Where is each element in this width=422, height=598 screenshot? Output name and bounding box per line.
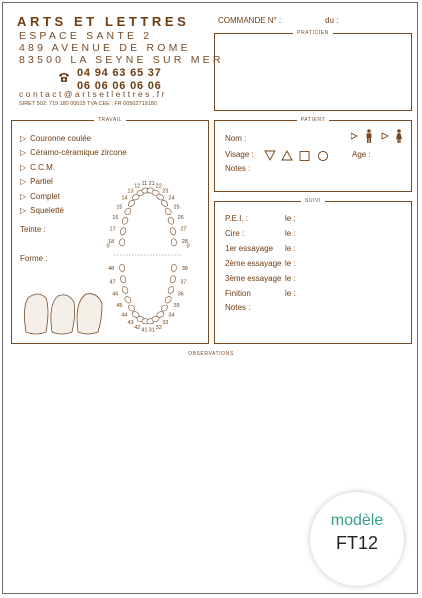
suivi-date-pei: le : (285, 214, 296, 223)
tooth-number-label: 48 (108, 266, 115, 273)
tooth-28[interactable] (171, 239, 177, 247)
tooth-number-label: 11 (141, 181, 148, 188)
praticien-title: PRATICIEN (293, 30, 333, 36)
tooth-27[interactable] (169, 227, 176, 235)
face-square-icon (300, 152, 309, 161)
tooth-number-label: 43 (127, 319, 134, 326)
tooth-number-label: 38 (181, 266, 188, 273)
company-siret: SIRET 502: 719 180 00015 TVA CEE : FR 00502719180 (19, 101, 157, 107)
tooth-number-label: 0 (186, 243, 190, 250)
checkbox-triangle-icon: ▷ (20, 177, 27, 186)
tooth-number-label: 31 (148, 327, 155, 334)
tooth-26[interactable] (167, 216, 175, 225)
tooth-46[interactable] (121, 286, 129, 295)
suivi-date-essayage3: le : (285, 274, 296, 283)
work-option-label: Partiel (30, 177, 53, 186)
tooth-number-label: 23 (162, 188, 169, 195)
tooth-number-label: 14 (121, 195, 128, 202)
tooth-15[interactable] (124, 207, 133, 216)
checkbox-triangle-icon: ▷ (20, 134, 27, 143)
tooth-number-label: 24 (168, 195, 175, 202)
work-option-complet[interactable] (20, 192, 60, 201)
model-code: FT12 (335, 533, 378, 553)
tooth-number-label: 32 (155, 324, 162, 331)
suivi-notes-label: Notes : (225, 303, 251, 312)
tooth-37[interactable] (169, 275, 176, 283)
work-option-label: Céramo-céramique zircone (30, 148, 127, 157)
commande-label: COMMANDE N° : (218, 16, 282, 25)
tooth-38[interactable] (171, 264, 177, 272)
suivi-title: SUIVI (301, 198, 325, 204)
phone-number-1: 04 94 63 65 37 (77, 67, 162, 79)
suivi-label-cire: Cire : (225, 229, 245, 238)
tooth-number-label: 12 (134, 183, 141, 190)
tooth-number-label: 16 (112, 214, 119, 221)
tooth-45[interactable] (124, 295, 133, 304)
dental-chart-svg[interactable] (100, 176, 196, 338)
tooth-47[interactable] (120, 275, 127, 283)
travail-title: TRAVAIL (94, 117, 126, 123)
tooth-number-label: 35 (173, 302, 180, 309)
tooth-number-label: 17 (109, 226, 116, 233)
model-badge (309, 491, 405, 587)
tooth-number-label: 33 (162, 319, 169, 326)
tooth-number-label: 21 (148, 181, 155, 188)
tooth-35[interactable] (164, 295, 173, 304)
observations-title: OBSERVATIONS (188, 351, 234, 357)
suivi-date-finition: le : (285, 289, 296, 298)
tooth-36[interactable] (167, 286, 175, 295)
female-person-icon (396, 129, 402, 143)
gender-selector (351, 129, 411, 143)
face-triangle-icon (282, 151, 292, 160)
patient-age-label: Age : (352, 150, 371, 159)
tooth-number-label: 18 (108, 239, 115, 246)
work-option-ccm[interactable] (20, 163, 55, 172)
tooth-16[interactable] (121, 216, 129, 225)
tooth-shapes-illustration (20, 288, 108, 338)
work-option-partiel[interactable] (20, 177, 53, 186)
tooth-number-label: 46 (112, 291, 119, 298)
work-option-label: Complet (30, 192, 60, 201)
tooth-number-label: 44 (121, 312, 128, 319)
work-option-label: Squeletté (30, 206, 64, 215)
tooth-48[interactable] (119, 264, 125, 272)
tooth-number-label: 0 (106, 243, 110, 250)
tooth-number-label: 42 (134, 324, 141, 331)
order-date-label: du : (325, 16, 339, 25)
company-address-line2: 489 AVENUE DE ROME (19, 42, 191, 54)
work-option-couronne[interactable] (20, 134, 91, 143)
tooth-number-label: 36 (177, 291, 184, 298)
work-option-label: Couronne coulée (30, 134, 92, 143)
suivi-label-essayage3: 3ème essayage (225, 274, 282, 283)
company-name: ARTS ET LETTRES (17, 14, 190, 29)
work-option-squelette[interactable] (20, 206, 64, 215)
forme-label: Forme : (20, 254, 48, 263)
tooth-25[interactable] (164, 207, 173, 216)
tooth-number-label: 41 (141, 327, 148, 334)
company-address-line1: ESPACE SANTE 2 (19, 30, 153, 42)
patient-notes-label: Notes : (225, 164, 251, 173)
tooth-number-label: 15 (116, 204, 123, 211)
face-circle-icon (318, 151, 327, 160)
model-label: modèle (330, 512, 384, 529)
patient-visage-label: Visage : (225, 150, 254, 159)
tooth-number-label: 22 (155, 183, 162, 190)
tooth-number-label: 34 (168, 312, 175, 319)
tooth-number-label: 37 (180, 279, 187, 286)
company-email[interactable]: contact@artsetlettres.fr (19, 89, 167, 99)
female-checkbox-icon (382, 133, 388, 139)
male-checkbox-icon (351, 133, 357, 139)
tooth-number-label: 26 (177, 214, 184, 221)
checkbox-triangle-icon: ▷ (20, 148, 27, 157)
suivi-date-essayage2: le : (285, 259, 296, 268)
tooth-number-label: 28 (181, 239, 188, 246)
tooth-number-label: 47 (109, 279, 116, 286)
checkbox-triangle-icon: ▷ (20, 163, 27, 172)
suivi-label-finition: Finition (225, 289, 251, 298)
suivi-label-essayage2: 2ème essayage (225, 259, 282, 268)
suivi-date-cire: le : (285, 229, 296, 238)
tooth-34[interactable] (160, 304, 169, 313)
tooth-number-label: 45 (116, 302, 123, 309)
face-inverted-triangle-icon (265, 151, 275, 160)
face-shape-selector[interactable] (264, 149, 334, 161)
suivi-date-essayage1: le : (285, 244, 296, 253)
work-option-label: C.C.M. (30, 163, 56, 172)
suivi-label-essayage1: 1er essayage (225, 244, 274, 253)
tooth-number-label: 13 (127, 188, 134, 195)
checkbox-triangle-icon: ▷ (20, 192, 27, 201)
checkbox-triangle-icon: ▷ (20, 206, 27, 215)
tooth-number-label: 25 (173, 204, 180, 211)
company-address-line3: 83500 LA SEYNE SUR MER (19, 54, 224, 66)
phone-icon (58, 70, 70, 82)
patient-nom-label: Nom : (225, 134, 247, 143)
tooth-17[interactable] (120, 227, 127, 235)
dental-chart (100, 176, 196, 338)
male-person-icon (367, 129, 372, 143)
work-option-ceramo[interactable] (20, 148, 127, 157)
tooth-18[interactable] (119, 239, 125, 247)
suivi-label-pei: P.E.I. : (225, 214, 248, 223)
tooth-44[interactable] (127, 304, 136, 313)
patient-title: PATIENT (297, 117, 330, 123)
praticien-box[interactable] (214, 30, 412, 111)
teinte-label: Teinte : (20, 225, 46, 234)
phone-number-2: 06 06 06 06 06 (77, 80, 162, 92)
tooth-number-label: 27 (180, 226, 187, 233)
